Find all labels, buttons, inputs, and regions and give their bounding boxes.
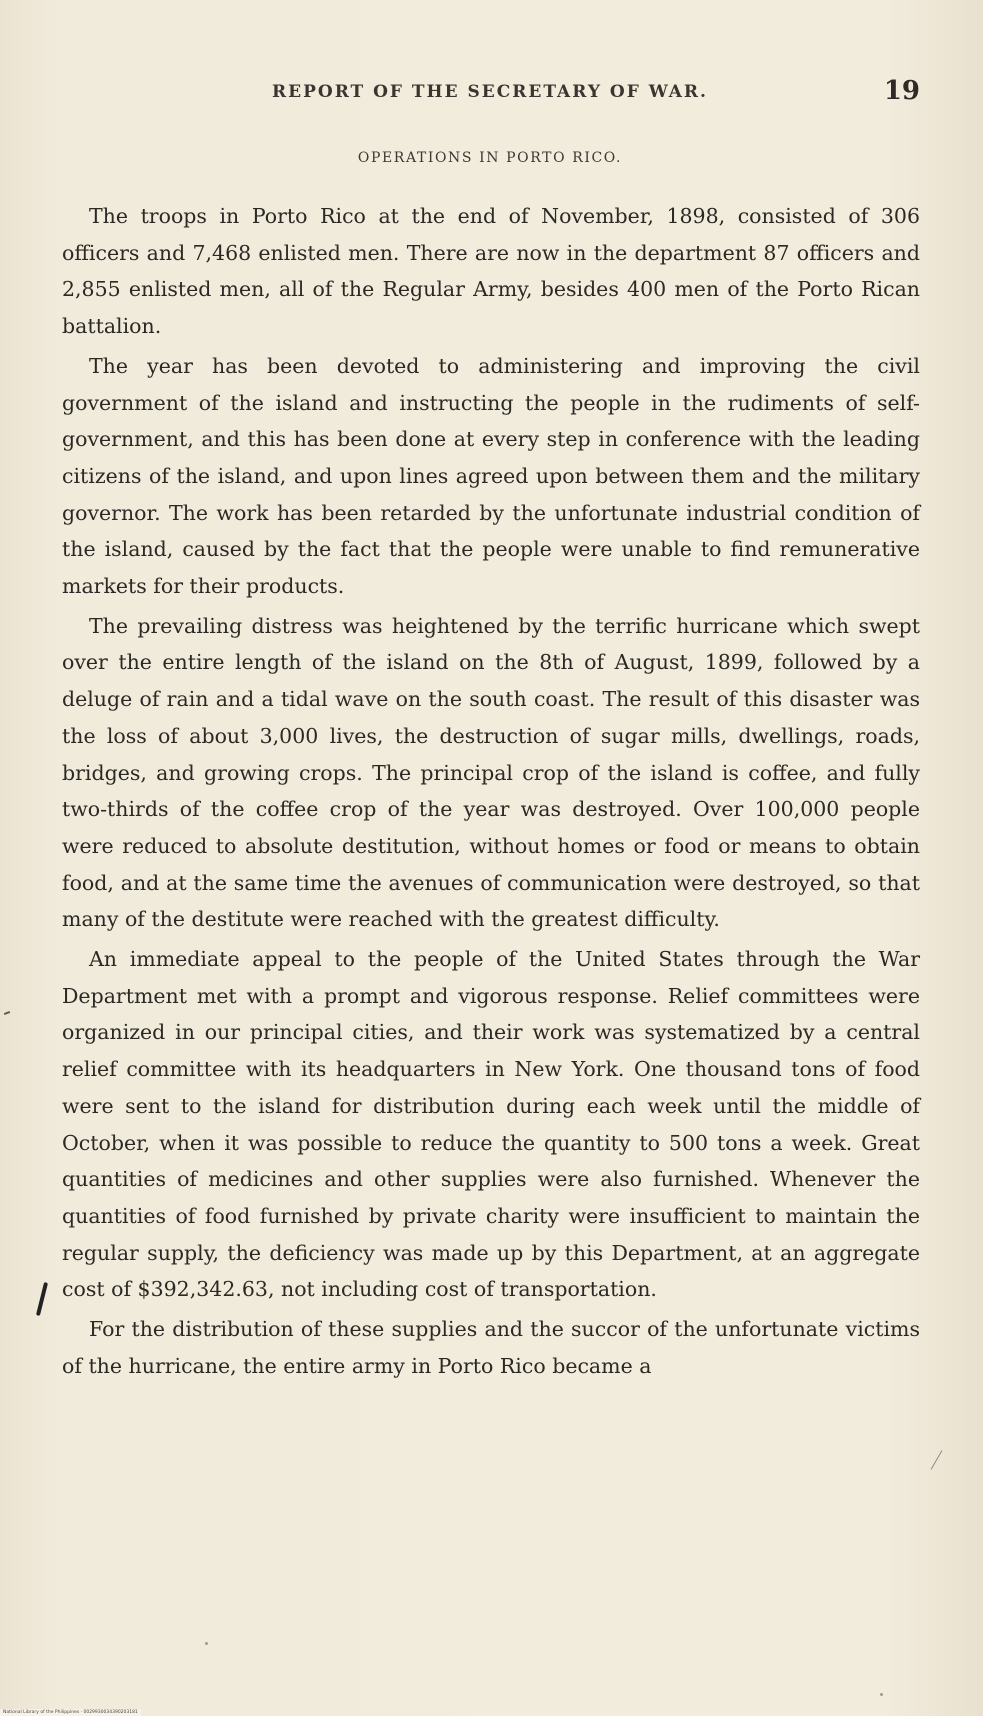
dust-speck xyxy=(205,1642,208,1645)
running-head: REPORT OF THE SECRETARY OF WAR. xyxy=(272,82,708,102)
paragraph: The troops in Porto Rico at the end of November, 1898, consisted of 306 officers and 7,468 enlisted men. There are now in the department 87 officers and 2,855 enlisted men, all of the Regular Army, besides 400 men of the Porto Rican battalion. xyxy=(62,204,920,339)
margin-ink-mark xyxy=(36,1282,48,1316)
paragraph: An immediate appeal to the people of the United States through the War Department met with a prompt and vigorous response. Relief committees were organized in our principal cities, and their work was systematized by a central relief committee with its headquarters in New York. One thousand tons of food were sent to the island for distribution during each week until the middle of October, when it was possible to reduce the quantity to 500 tons a week. Great quantities of medicines and other supplies were also furnished. Whenever the quantities of food furnished by private charity were insufficient to maintain the regular supply, the deficiency was made up by this Department, at an aggregate cost of $392,342.63, not including cost of transportation. xyxy=(62,947,920,1302)
paragraph: The year has been devoted to administering and improving the civil government of the island and instructing the people in the rudiments of self-government, and this has been done at every step in conference with the leading citizens of the island, and upon lines agreed upon between them and the military governor. The work has been retarded by the unfortunate industrial condition of the island, caused by the fact that the people were unable to find remunerative markets for their products. xyxy=(62,353,920,599)
body-text xyxy=(62,198,920,1388)
section-title: OPERATIONS IN PORTO RICO. xyxy=(357,150,623,166)
margin-scratch-mark xyxy=(931,1450,943,1470)
paragraph: The prevailing distress was heightened by the terrific hurricane which swept over the entire length of the island on the 8th of August, 1899, followed by a deluge of rain and a tidal wave on the south coast. The result of this disaster was the loss of about 3,000 lives, the destruction of sugar mills, dwellings, roads, bridges, and growing crops. The principal crop of the island is coffee, and fully two-thirds of the coffee crop of the year was destroyed. Over 100,000 people were reduced to absolute destitution, without homes or food or means to obtain food, and at the same time the avenues of communication were destroyed, so that many of the destitute were reached with the greatest difficulty. xyxy=(62,613,920,932)
margin-dash-mark xyxy=(4,1011,10,1015)
scan-credit: National Library of the Philippines · 0029930034390203181 xyxy=(0,1709,141,1716)
page-number: 19 xyxy=(883,76,920,106)
page-header xyxy=(60,76,920,116)
dust-speck xyxy=(880,1693,883,1696)
paragraph: For the distribution of these supplies and the succor of the unfortunate victims of the hurricane, the entire army in Porto Rico became a xyxy=(62,1317,920,1378)
